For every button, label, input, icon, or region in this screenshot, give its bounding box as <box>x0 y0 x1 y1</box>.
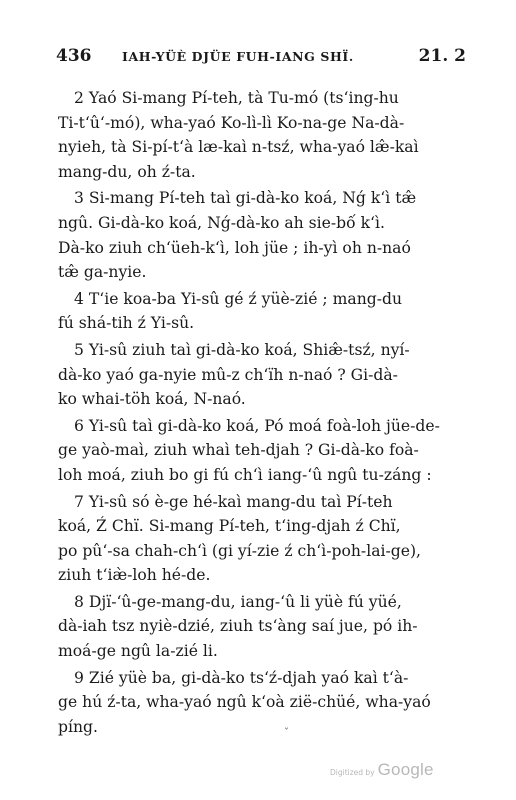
verse-paragraph <box>58 590 470 664</box>
verse-paragraph <box>58 287 470 336</box>
verse-line: dà-iah tsz nyiè-dzié, ziuh ts‘àng saí jue, pó ih- <box>58 617 418 636</box>
verse-line: 4 T‘ie koa-ba Yi-sû gé ź yüè-zié ; mang-du <box>74 289 403 308</box>
verse-line: nyieh, tà Si-pí-t‘à læ-kaì n-tsź, wha-yaó læ̂-kaì <box>58 138 419 157</box>
verse-paragraph <box>58 414 470 488</box>
verse-line: Ti-t‘û‘-mó), wha-yaó Ko-lì-lì Ko-na-ge Na-dà- <box>58 113 405 132</box>
verse-line: ngû. Gi-dà-ko koá, Nǵ-dà-ko ah sie-bố k‘ì. <box>58 213 385 232</box>
verse-paragraph <box>58 186 470 284</box>
verse-line: ko whai-töh koá, N-naó. <box>58 390 246 409</box>
verse-line: tæ̂ ga-nyie. <box>58 263 147 282</box>
verse-line: dà-ko yaó ga-nyie mû-z ch‘ïh n-naó ? Gi-dà- <box>58 365 398 384</box>
google-logo: Google <box>377 760 434 779</box>
verse-paragraph <box>58 666 470 740</box>
verse-line: 8 Djï-‘û-ge-mang-du, iang-‘û li yüè fú yüé, <box>74 592 402 611</box>
verse-paragraph <box>58 490 470 588</box>
verse-line: ziuh t‘iæ̀-loh hé-de. <box>58 566 211 585</box>
verse-line: fú shá-tih ź Yi-sû. <box>58 314 195 333</box>
verse-paragraph <box>58 338 470 412</box>
verse-paragraph <box>58 86 470 184</box>
digitization-watermark <box>330 760 434 780</box>
verse-line: po pû‘-sa chah-ch‘ì (gi yí-zie ź ch‘ì-poh-lai-ge), <box>58 541 421 560</box>
verse-line: 6 Yi-sû taì gi-dà-ko koá, Pó moá foà-loh jüe-de- <box>74 416 440 435</box>
verse-line: loh moá, ziuh bo gi fú ch‘ì iang-‘û ngû tu-záng : <box>58 465 432 484</box>
verse-line: 9 Zié yüè ba, gi-dà-ko ts‘ź-djah yaó kaì t‘à- <box>74 668 409 687</box>
verse-line: mang-du, oh ź-ta. <box>58 162 196 181</box>
verse-line: ge yaò-maì, ziuh whaì teh-djah ? Gi-dà-ko foà- <box>58 441 419 460</box>
verse-line: Dà-ko ziuh ch‘üeh-k‘ì, loh jüe ; ih-yì oh n-naó <box>58 238 411 257</box>
verse-line: 7 Yi-sû só è-ge hé-kaì mang-du taì Pí-teh <box>74 492 393 511</box>
page-number: 436 <box>56 46 92 66</box>
running-title: IAH-YÜÈ DJÜE FUH-IANG SHÏ. <box>122 49 354 64</box>
running-header <box>56 46 466 72</box>
verse-line: píng. <box>58 717 98 736</box>
verse-line: ge hú ź-ta, wha-yaó ngû k‘oà zië-chüé, wha-yaó <box>58 693 431 712</box>
verse-line: moá-ge ngû la-zié li. <box>58 642 218 661</box>
verse-line: 3 Si-mang Pí-teh taì gi-dà-ko koá, Nǵ k‘ì tæ̂ <box>74 189 417 208</box>
verse-line: 5 Yi-sû ziuh taì gi-dà-ko koá, Shiæ̂-tsź, nyí- <box>74 340 410 359</box>
page-mark: ˇ <box>284 728 289 739</box>
chapter-verse-ref: 21. 2 <box>418 46 466 66</box>
digitized-by-text: Digitized by <box>330 768 375 777</box>
verse-line: koá, Ź Chï. Si-mang Pí-teh, t‘ing-djah ź Chï, <box>58 517 401 536</box>
text-body <box>58 86 470 741</box>
verse-line: 2 Yaó Si-mang Pí-teh, tà Tu-mó (ts‘ing-hu <box>74 89 399 107</box>
